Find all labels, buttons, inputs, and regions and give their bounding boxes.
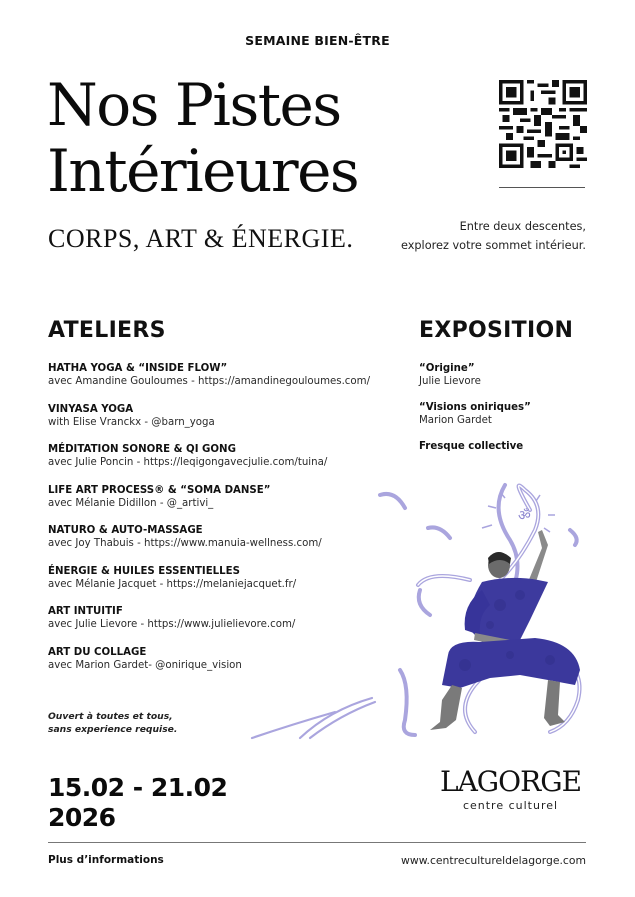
atelier-item (48, 524, 393, 551)
more-info-label: Plus d’informations (48, 854, 164, 866)
exposition-name: Fresque collective (419, 441, 524, 452)
poster-title (47, 72, 358, 204)
atelier-name: NATURO & AUTO-MASSAGE (48, 525, 203, 536)
atelier-item (48, 443, 393, 470)
dates-year: 2026 (48, 803, 116, 832)
open-to-all-note (48, 710, 177, 736)
exposition-artist: Marion Gardet (419, 415, 492, 426)
tagline (401, 217, 586, 255)
atelier-item (48, 565, 393, 592)
title-line-1: Nos Pistes (47, 71, 341, 139)
exposition-name: “Origine” (419, 363, 475, 374)
exposition-item (419, 440, 609, 453)
atelier-host: with Elise Vranckx - @barn_yoga (48, 416, 215, 428)
atelier-host: avec Mélanie Didillon - @_artivi_ (48, 497, 214, 509)
dates-range: 15.02 - 21.02 (48, 773, 228, 802)
atelier-item (48, 646, 393, 673)
la-gorge-logo (433, 765, 588, 812)
atelier-name: LIFE ART PROCESS® & “SOMA DANSE” (48, 484, 271, 496)
logo-wordmark: LAGORGE (439, 765, 582, 798)
atelier-name: VINYASA YOGA (48, 403, 134, 415)
atelier-item (48, 362, 393, 389)
exposition-list (419, 362, 609, 465)
atelier-name: HATHA YOGA & “INSIDE FLOW” (48, 363, 228, 374)
atelier-name: MÉDITATION SONORE & QI GONG (48, 444, 236, 455)
qr-code-icon[interactable] (499, 80, 587, 168)
tagline-line-2: explorez votre sommet intérieur. (400, 239, 586, 252)
decorative-swooshes (250, 690, 390, 740)
svg-text:ॐ: ॐ (518, 508, 531, 524)
tagline-line-1: Entre deux descentes, (459, 220, 586, 233)
exposition-item (419, 362, 609, 389)
exposition-heading: EXPOSITION (419, 318, 574, 343)
logo-subtitle: centre culturel (462, 799, 559, 812)
note-line-2: sans experience requise. (48, 724, 178, 735)
footer-divider (48, 842, 586, 843)
atelier-name: ART INTUITIF (48, 606, 123, 617)
note-line-1: Ouvert à toutes et tous, (48, 711, 173, 722)
ateliers-list (48, 362, 393, 686)
atelier-name: ÉNERGIE & HUILES ESSENTIELLES (48, 565, 240, 577)
exposition-name: “Visions oniriques” (419, 402, 531, 413)
atelier-host: avec Amandine Gouloumes - https://amandinegouloumes.com/ (48, 376, 370, 387)
exposition-artist: Julie Lievore (419, 376, 481, 387)
website-link[interactable]: www.centrecultureldelagorge.com (401, 854, 586, 867)
atelier-host: avec Joy Thabuis - https://www.manuia-wellness.com/ (48, 538, 322, 549)
event-kicker: SEMAINE BIEN-ÊTRE (245, 33, 390, 48)
atelier-item (48, 484, 393, 511)
atelier-host: avec Marion Gardet- @onirique_vision (48, 659, 242, 671)
atelier-item (48, 403, 393, 430)
atelier-host: avec Julie Poncin - https://leqigongavecjulie.com/tuina/ (48, 457, 328, 468)
atelier-host: avec Julie Lievore - https://www.julielievore.com/ (48, 619, 296, 630)
dancer-illustration (370, 470, 600, 740)
event-dates (48, 773, 227, 833)
atelier-host: avec Mélanie Jacquet - https://melaniejacquet.fr/ (48, 578, 297, 590)
atelier-item (48, 605, 393, 632)
atelier-name: ART DU COLLAGE (48, 646, 147, 658)
exposition-item (419, 401, 609, 428)
poster-subtitle: CORPS, ART & ÉNERGIE. (48, 224, 354, 253)
title-line-2: Intérieures (47, 137, 359, 205)
ateliers-heading: ATELIERS (48, 318, 166, 343)
qr-divider (499, 187, 585, 188)
